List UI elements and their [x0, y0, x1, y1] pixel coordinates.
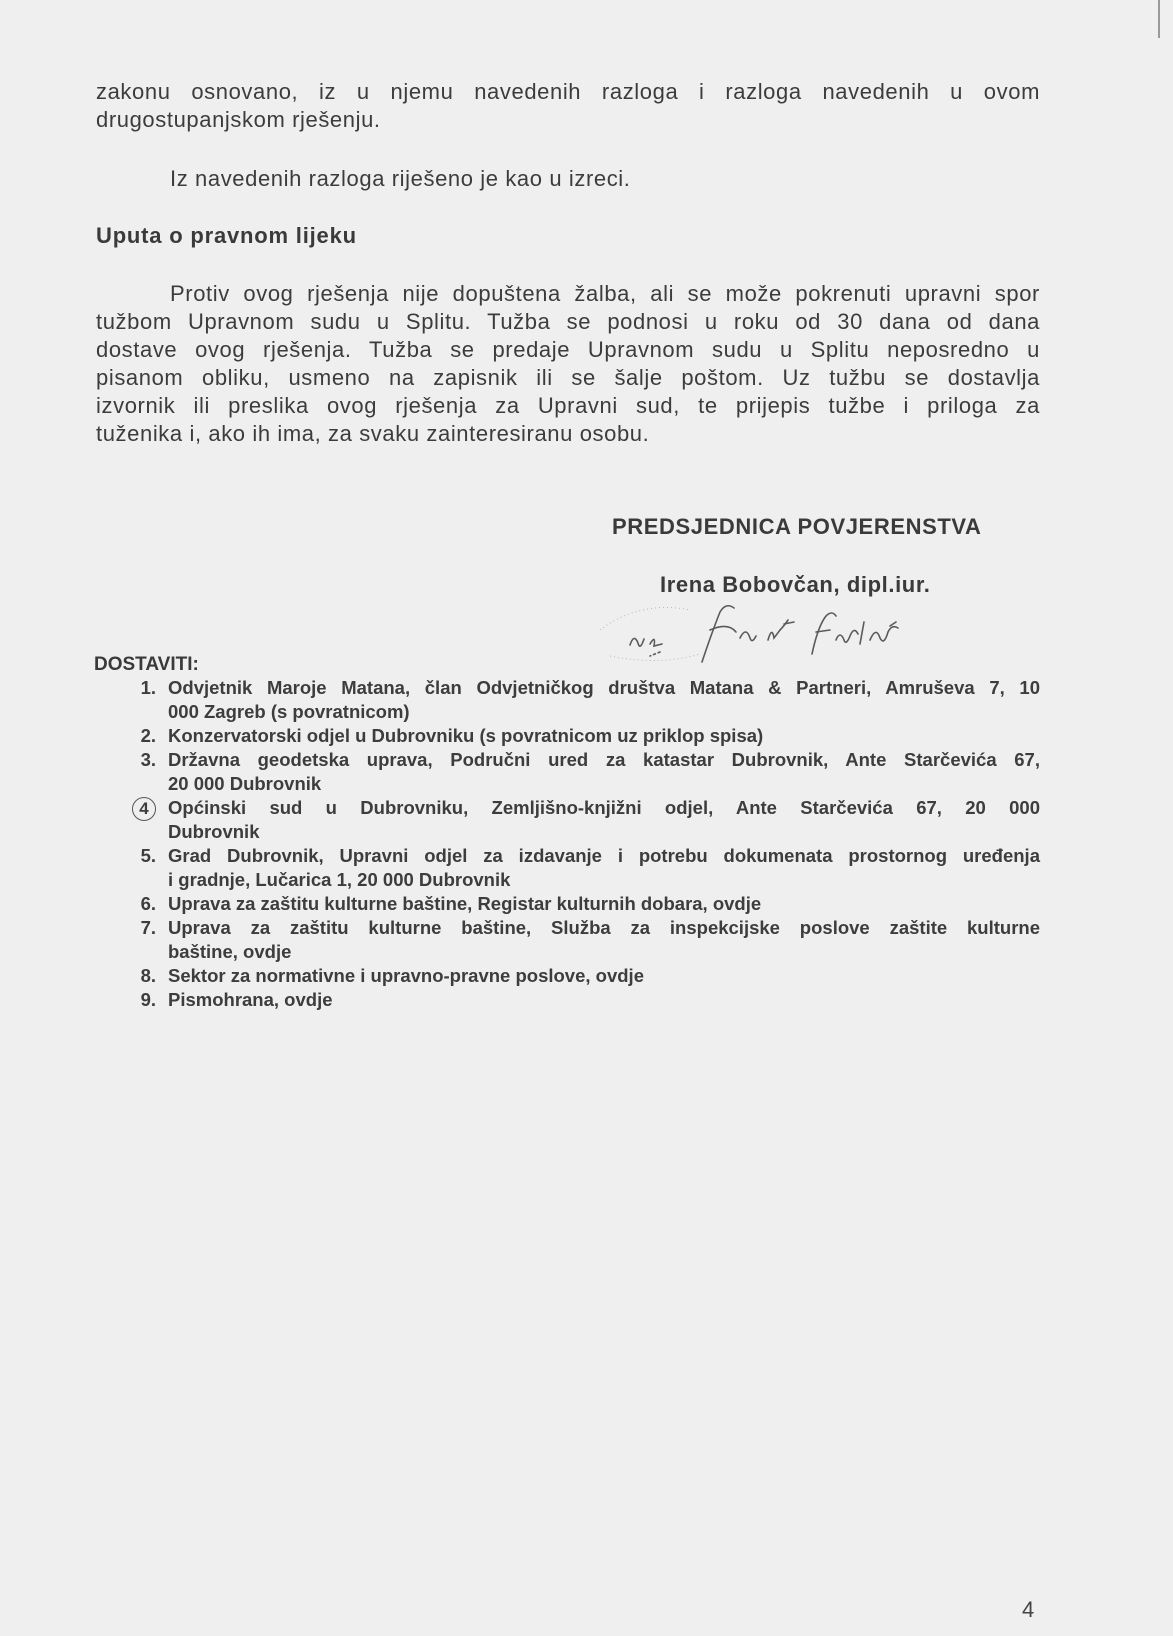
paragraph-line: tuženika i, ako ih ima, za svaku zainteresiranu osobu. — [96, 421, 650, 446]
list-item-text — [168, 916, 1040, 964]
list-item-line: 000 Zagreb (s povratnicom) — [168, 701, 410, 722]
list-item — [96, 676, 1040, 724]
list-item-number-circled — [96, 796, 168, 821]
paragraph-line: izvornik ili preslika ovog rješenja za Upravni sud, te prijepis tužbe i priloga za — [96, 393, 1040, 418]
paragraph-line: drugostupanjskom rješenju. — [96, 107, 381, 132]
paragraph-conclusion: Iz navedenih razloga riješeno je kao u izreci. — [170, 166, 631, 191]
scan-edge-mark — [1158, 0, 1160, 38]
list-item-number: 1. — [140, 677, 156, 698]
paragraph-line: tužbom Upravnom sudu u Splitu. Tužba se podnosi u roku od 30 dana od dana — [96, 309, 1040, 334]
list-item-line: Konzervatorski odjel u Dubrovniku (s povratnicom uz priklop spisa) — [168, 725, 764, 746]
signatory-title: PREDSJEDNICA POVJERENSTVA — [612, 514, 982, 539]
list-item — [96, 844, 1040, 892]
list-item-line: baštine, ovdje — [168, 941, 292, 962]
list-item — [96, 748, 1040, 796]
section-heading: Uputa o pravnom lijeku — [96, 223, 357, 248]
list-item — [96, 964, 1040, 988]
signatory-name: Irena Bobovčan, dipl.iur. — [660, 572, 931, 597]
list-item-number: 2. — [140, 725, 156, 746]
paragraph-line: dostave ovog rješenja. Tužba se predaje Upravnom sudu u Splitu neposredno u — [96, 337, 1040, 362]
list-item-number: 9. — [140, 989, 156, 1010]
list-item-line: i gradnje, Lučarica 1, 20 000 Dubrovnik — [168, 869, 511, 890]
list-item-number: 8. — [140, 965, 156, 986]
list-item-text — [168, 964, 1040, 988]
distribution-list — [96, 676, 1040, 1012]
list-item-text — [168, 988, 1040, 1012]
circled-number: 4 — [132, 797, 156, 821]
list-item-text — [168, 748, 1040, 796]
list-item-line: Općinski sud u Dubrovniku, Zemljišno-knjižni odjel, Ante Starčevića 67, 20 000 — [168, 797, 1040, 818]
distribution-label: DOSTAVITI: — [94, 654, 199, 675]
list-item-text — [168, 892, 1040, 916]
list-item-line: 20 000 Dubrovnik — [168, 773, 322, 794]
page-number: 4 — [1022, 1597, 1035, 1622]
handwritten-signature — [590, 600, 970, 670]
list-item-line: Uprava za zaštitu kulturne baštine, Služba za inspekcijske poslove zaštite kulturne — [168, 917, 1040, 938]
paragraph-line: Protiv ovog rješenja nije dopuštena žalba, ali se može pokrenuti upravni spor — [170, 281, 1040, 306]
list-item — [96, 724, 1040, 748]
list-item-line: Pismohrana, ovdje — [168, 989, 333, 1010]
list-item-line: Grad Dubrovnik, Upravni odjel za izdavanje i potrebu dokumenata prostornog uređenja — [168, 845, 1040, 866]
list-item-number: 3. — [140, 749, 156, 770]
list-item-line: Odvjetnik Maroje Matana, član Odvjetničkog društva Matana & Partneri, Amruševa 7, 10 — [168, 677, 1040, 698]
paragraph-legal-remedy — [96, 280, 1040, 448]
list-item — [96, 916, 1040, 964]
list-item-text — [168, 796, 1040, 844]
list-item-line: Državna geodetska uprava, Područni ured za katastar Dubrovnik, Ante Starčevića 67, — [168, 749, 1040, 770]
paragraph-line: pisanom obliku, usmeno na zapisnik ili se šalje poštom. Uz tužbu se dostavlja — [96, 365, 1040, 390]
list-item-line: Dubrovnik — [168, 821, 260, 842]
list-item — [96, 988, 1040, 1012]
list-item-text — [168, 724, 1040, 748]
list-item — [96, 796, 1040, 844]
list-item-number: 7. — [140, 917, 156, 938]
list-item-line: Sektor za normativne i upravno-pravne poslove, ovdje — [168, 965, 644, 986]
paragraph-intro — [96, 78, 1040, 134]
list-item — [96, 892, 1040, 916]
list-item-number: 6. — [140, 893, 156, 914]
list-item-text — [168, 676, 1040, 724]
paragraph-line: zakonu osnovano, iz u njemu navedenih razloga i razloga navedenih u ovom — [96, 79, 1040, 104]
list-item-number: 5. — [140, 845, 156, 866]
list-item-text — [168, 844, 1040, 892]
list-item-line: Uprava za zaštitu kulturne baštine, Registar kulturnih dobara, ovdje — [168, 893, 762, 914]
